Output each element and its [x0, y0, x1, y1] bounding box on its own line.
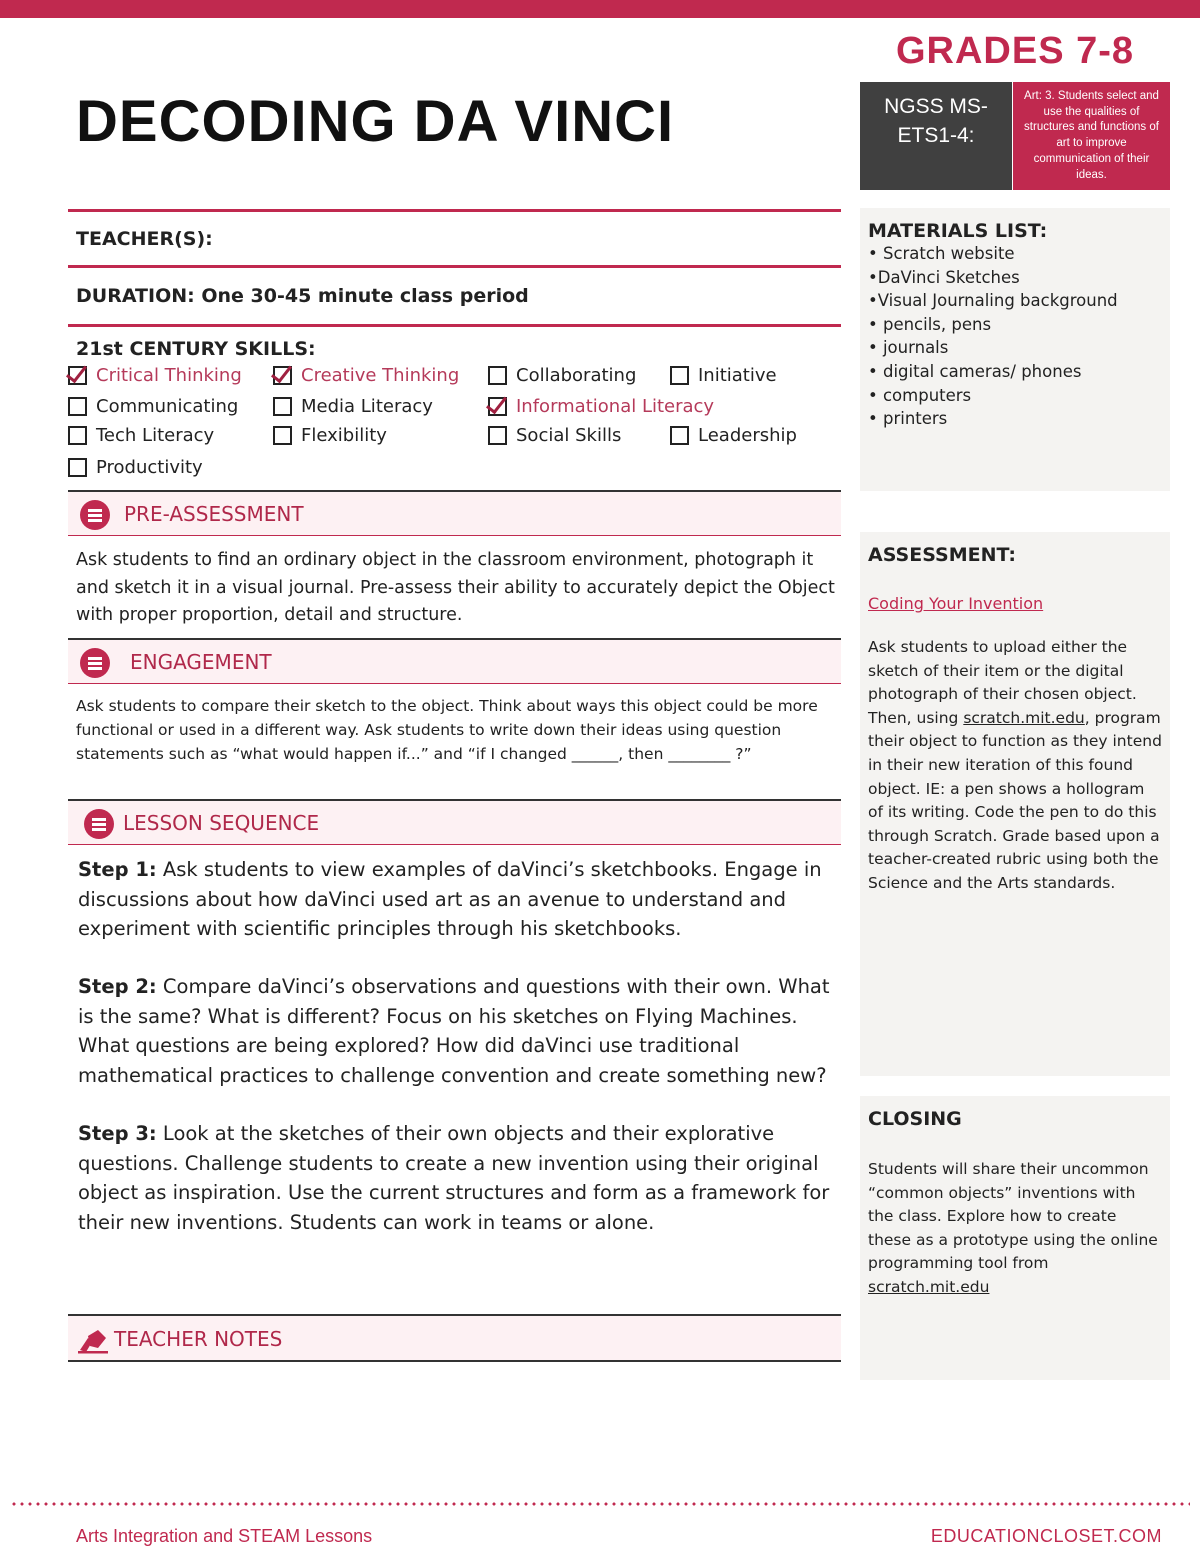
list-item: • computers [868, 385, 972, 405]
list-item: •DaVinci Sketches [868, 267, 1020, 287]
materials-panel [860, 208, 1170, 491]
list-icon [80, 648, 110, 678]
skill-label: Tech Literacy [96, 425, 215, 446]
skill-creative-thinking[interactable] [273, 365, 459, 386]
skill-label: Communicating [96, 396, 239, 417]
lesson-step-3 [78, 1119, 838, 1237]
skill-productivity[interactable] [68, 457, 203, 478]
skill-tech-literacy[interactable] [68, 425, 214, 446]
skill-label: Collaborating [516, 365, 637, 386]
divider [68, 324, 841, 327]
skill-label: Social Skills [516, 425, 622, 446]
divider [68, 209, 841, 212]
skill-collaborating[interactable] [488, 365, 636, 386]
footer-site-link[interactable]: EDUCATIONCLOSET.COM [930, 1526, 1162, 1546]
step-label: Step 2: [78, 975, 157, 998]
list-icon [84, 809, 114, 839]
skill-social-skills[interactable] [488, 425, 621, 446]
closing-text [868, 1158, 1162, 1300]
checkbox[interactable] [488, 366, 507, 385]
skill-critical-thinking[interactable] [68, 365, 242, 386]
lesson-title: DECODING DA VINCI [76, 89, 675, 154]
skill-label: Initiative [698, 365, 777, 386]
step-text: Look at the sketches of their own objects and their explorative questions. Challenge students to create a new invention using their original object as inspiration. Use the current structures and form as a framework for their new inventions. Students can work in teams or alone. [78, 1122, 830, 1234]
list-item: • digital cameras/ phones [868, 361, 1082, 381]
divider [68, 265, 841, 268]
skill-media-literacy[interactable] [273, 396, 433, 417]
skill-flexibility[interactable] [273, 425, 387, 446]
ngss-code-line2: ETS1-4: [897, 124, 975, 147]
checkbox[interactable] [670, 366, 689, 385]
checkbox[interactable] [68, 426, 87, 445]
closing-panel [860, 1096, 1170, 1380]
teacher-label: TEACHER(S): [76, 228, 213, 250]
skill-informational-literacy[interactable] [488, 396, 714, 417]
skill-label: Critical Thinking [96, 365, 242, 386]
skill-label: Leadership [698, 425, 797, 446]
pre-assessment-header [68, 490, 841, 536]
closing-heading: CLOSING [868, 1108, 962, 1130]
list-item: • printers [868, 409, 948, 429]
skill-label: Productivity [96, 457, 203, 478]
assessment-link[interactable]: Coding Your Invention [868, 594, 1044, 613]
duration-value: One 30-45 minute class period [201, 285, 529, 307]
skill-label: Creative Thinking [301, 365, 460, 386]
footer-left-text: Arts Integration and STEAM Lessons [76, 1526, 373, 1546]
section-title: PRE-ASSESSMENT [124, 502, 304, 526]
checkbox[interactable] [273, 366, 292, 385]
skill-communicating[interactable] [68, 396, 238, 417]
checkbox[interactable] [68, 397, 87, 416]
engagement-header [68, 638, 841, 684]
list-item: •Visual Journaling background [868, 291, 1118, 311]
checkbox[interactable] [273, 397, 292, 416]
duration-row [76, 285, 529, 307]
materials-list [868, 242, 1162, 431]
teacher-notes-header [68, 1314, 841, 1362]
step-text: Compare daVinci’s observations and questions with their own. What is the same? What is different? Focus on his sketches on Flying Machines. What questions are being explored? How did daVinci use traditional mathematical practices to challenge convention and create something new? [78, 975, 830, 1087]
ngss-code-line1: NGSS MS- [884, 95, 988, 118]
checkbox[interactable] [68, 366, 87, 385]
skill-initiative[interactable] [670, 365, 777, 386]
assessment-panel [860, 532, 1170, 1076]
checkbox[interactable] [670, 426, 689, 445]
section-title: ENGAGEMENT [130, 650, 272, 674]
ngss-standard-box [860, 82, 1012, 190]
top-accent-bar [0, 0, 1200, 18]
step-text: Ask students to view examples of daVinci’s sketchbooks. Engage in discussions about how daVinci used art as an avenue to understand and experiment with scientific principles through his sketchbooks. [78, 858, 822, 940]
text-part: , program their object to function as they intend in their new iteration of this found object. IE: a pen shows a hollogram of its writing. Code the pen to do this through Scratch. Grade based upon a teacher-created rubric using both the Science and the Arts standards. [868, 708, 1162, 892]
lesson-step-2 [78, 972, 838, 1090]
checkbox[interactable] [488, 426, 507, 445]
list-item: • Scratch website [868, 244, 1015, 263]
engagement-text: Ask students to compare their sketch to the object. Think about ways this object could be more functional or used in a different way. Ask students to write down their ideas using question statements such as “what would happen if...” and “if I changed ______, then ________ ?” [76, 697, 818, 763]
list-item: • journals [868, 338, 949, 358]
section-title: LESSON SEQUENCE [123, 811, 320, 835]
section-title: TEACHER NOTES [114, 1327, 283, 1351]
lesson-step-1 [78, 855, 838, 944]
duration-label: DURATION: [76, 285, 195, 307]
checkbox[interactable] [273, 426, 292, 445]
list-item: • pencils, pens [868, 314, 992, 334]
step-label: Step 3: [78, 1122, 157, 1145]
scratch-link[interactable]: scratch.mit.edu [868, 1277, 990, 1296]
list-icon [80, 500, 110, 530]
checkbox[interactable] [488, 397, 507, 416]
pre-assessment-text: Ask students to find an ordinary object in the classroom environment, photograph it and sketch it in a visual journal. Pre-assess their ability to accurately depict the Object with proper proportion, detail and structure. [76, 550, 835, 625]
scratch-link[interactable]: scratch.mit.edu [963, 708, 1085, 727]
writing-hand-icon [76, 1324, 110, 1354]
skill-label: Media Literacy [301, 396, 433, 417]
assessment-text [868, 636, 1162, 896]
step-label: Step 1: [78, 858, 157, 881]
skill-label: Informational Literacy [516, 396, 715, 417]
lesson-sequence-header [68, 799, 841, 845]
skill-label: Flexibility [301, 425, 387, 446]
skills-heading: 21st CENTURY SKILLS: [76, 338, 316, 360]
grade-level: GRADES 7-8 [895, 30, 1135, 72]
assessment-heading: ASSESSMENT: [868, 544, 1017, 566]
checkbox[interactable] [68, 458, 87, 477]
dotted-divider [10, 1502, 1190, 1506]
skill-leadership[interactable] [670, 425, 797, 446]
text-part: Students will share their uncommon “common objects” inventions with the class. Explore how to create these as a prototype using the online programming tool from [868, 1160, 1158, 1273]
art-standard-box: Art: 3. Students select and use the qualities of structures and functions of art to improve communication of their ideas. [1013, 82, 1170, 190]
materials-heading: MATERIALS LIST: [868, 220, 1048, 242]
text-part: Ask students to upload either the sketch of their item or the digital photograph of their chosen object. Then, using [868, 638, 1137, 727]
